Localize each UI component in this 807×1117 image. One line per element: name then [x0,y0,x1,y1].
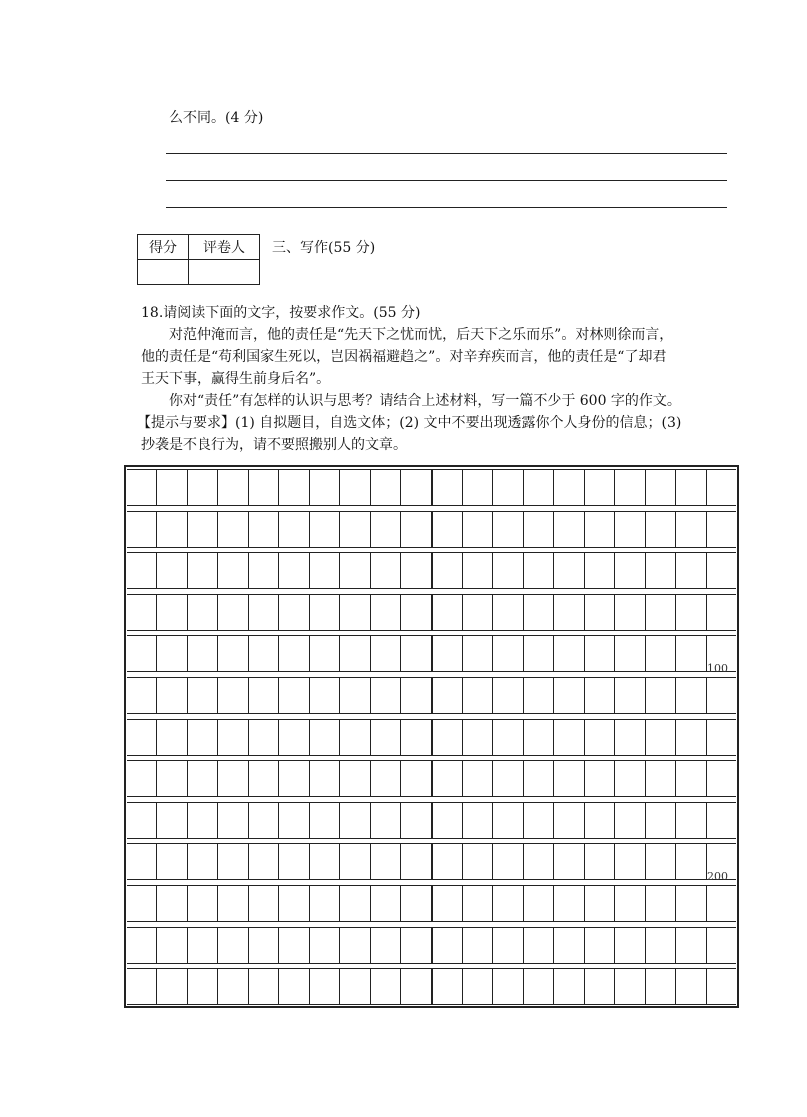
grid-cell[interactable] [340,761,370,796]
grid-cell[interactable] [676,512,706,547]
grid-cell[interactable] [127,720,157,755]
grid-cell[interactable] [646,595,676,630]
grid-cell[interactable] [524,512,554,547]
grid-cell[interactable] [249,969,279,1004]
grid-cell[interactable] [676,595,706,630]
grid-cell[interactable] [676,470,706,505]
grid-cell[interactable] [401,886,432,921]
grid-cell[interactable] [279,969,309,1004]
grid-row [127,469,736,506]
grid-cell[interactable] [646,761,676,796]
grid-cell[interactable] [127,803,157,838]
grid-cell[interactable] [615,720,645,755]
grid-cell[interactable] [433,512,463,547]
grid-cell[interactable] [676,720,706,755]
grid-cell[interactable] [310,761,340,796]
grid-cell[interactable] [433,928,463,963]
grid-cell[interactable] [401,636,432,671]
grid-cell[interactable] [615,636,645,671]
grid-cell[interactable] [157,886,187,921]
grid-cell[interactable] [463,595,493,630]
grid-cell[interactable] [340,844,370,879]
grid-cell[interactable] [646,886,676,921]
grid-cell[interactable] [249,928,279,963]
grid-row [127,511,736,548]
grid-cell[interactable] [218,636,248,671]
grid-cell[interactable] [646,844,676,879]
grid-cell[interactable] [463,720,493,755]
grid-cell[interactable] [401,844,432,879]
grid-cell[interactable] [310,553,340,588]
grid-cell[interactable] [707,969,736,1004]
grid-cell[interactable] [585,844,615,879]
grid-cell[interactable] [340,512,370,547]
grid-cell[interactable] [279,470,309,505]
grid-cell[interactable] [524,886,554,921]
grid-cell[interactable] [433,470,463,505]
grid-cell[interactable] [433,803,463,838]
grid-cell[interactable] [585,803,615,838]
grid-row [127,677,736,714]
grid-cell[interactable] [707,886,736,921]
grid-cell[interactable] [340,720,370,755]
grid-cell[interactable] [554,553,584,588]
grid-cell[interactable] [127,595,157,630]
grid-cell[interactable] [188,512,218,547]
grid-cell[interactable] [218,761,248,796]
grid-cell[interactable] [371,512,401,547]
grid-cell[interactable] [615,678,645,713]
grid-cell[interactable] [585,969,615,1004]
grid-cell[interactable] [493,595,523,630]
grid-cell[interactable] [433,969,463,1004]
grid-cell[interactable] [371,553,401,588]
grid-cell[interactable] [249,470,279,505]
grid-cell[interactable] [676,678,706,713]
grid-cell[interactable] [463,761,493,796]
grid-cell[interactable] [524,636,554,671]
grid-cell[interactable] [585,595,615,630]
grid-cell[interactable] [493,761,523,796]
grid-cell[interactable] [218,553,248,588]
grid-cell[interactable] [401,553,432,588]
grid-cell[interactable] [615,844,645,879]
grid-cell[interactable] [615,512,645,547]
grid-cell[interactable] [493,678,523,713]
grid-cell[interactable] [371,636,401,671]
grid-cell[interactable] [554,512,584,547]
grid-cell[interactable] [218,886,248,921]
grid-cell[interactable] [707,470,736,505]
grid-cell[interactable] [615,553,645,588]
grid-cell[interactable] [157,720,187,755]
answer-line-3[interactable] [166,207,727,208]
grid-cell[interactable] [646,803,676,838]
grader-header: 评卷人 [189,235,260,260]
grid-cell[interactable] [463,928,493,963]
grid-cell[interactable] [493,928,523,963]
grid-cell[interactable] [157,512,187,547]
grid-cell[interactable] [615,595,645,630]
grid-cell[interactable] [554,470,584,505]
grid-cell[interactable] [493,803,523,838]
grid-cell[interactable] [340,470,370,505]
grid-cell[interactable] [340,595,370,630]
grid-cell[interactable] [218,720,248,755]
grid-cell[interactable] [157,636,187,671]
grid-cell[interactable] [585,886,615,921]
grid-cell[interactable] [676,761,706,796]
grid-cell[interactable] [524,969,554,1004]
grid-cell[interactable] [157,678,187,713]
grid-cell[interactable] [433,678,463,713]
grid-cell[interactable] [340,928,370,963]
grid-cell[interactable] [157,470,187,505]
grid-row [127,802,736,839]
grid-cell[interactable] [646,928,676,963]
grid-cell[interactable] [676,844,706,879]
grader-cell[interactable] [189,260,260,285]
grid-cell[interactable] [127,553,157,588]
question-18-prompt: 18.请阅读下面的文字，按要求作文。(55 分) [141,305,421,321]
grid-cell[interactable] [585,678,615,713]
grid-cell[interactable] [615,928,645,963]
grid-cell[interactable] [585,512,615,547]
grid-cell[interactable] [310,928,340,963]
grid-cell[interactable] [585,720,615,755]
grid-cell[interactable] [279,886,309,921]
grid-cell[interactable] [188,678,218,713]
grid-cell[interactable] [127,928,157,963]
grid-row [127,594,736,631]
grid-cell[interactable] [279,928,309,963]
word-count-marker-100: 100 [707,662,728,675]
writing-grid [124,465,739,1008]
grid-cell[interactable] [615,969,645,1004]
grid-row [127,552,736,589]
grid-cell[interactable] [524,553,554,588]
score-header: 得分 [138,235,189,260]
grid-row [127,968,736,1005]
grid-cell[interactable] [188,844,218,879]
grid-cell[interactable] [340,803,370,838]
grid-cell[interactable] [157,844,187,879]
grid-cell[interactable] [279,761,309,796]
grid-cell[interactable] [554,595,584,630]
grid-cell[interactable] [218,844,248,879]
grid-cell[interactable] [646,553,676,588]
grid-cell[interactable] [707,928,736,963]
grid-cell[interactable] [676,886,706,921]
grid-cell[interactable] [249,720,279,755]
grid-cell[interactable] [615,470,645,505]
grid-cell[interactable] [249,678,279,713]
paragraph-line: 对范仲淹而言，他的责任是“先天下之忧而忧，后天下之乐而乐”。对林则徐而言， [169,327,674,343]
grid-cell[interactable] [127,844,157,879]
grid-cell[interactable] [463,803,493,838]
grid-cell[interactable] [371,969,401,1004]
grid-cell[interactable] [188,969,218,1004]
grid-row [127,927,736,964]
grid-cell[interactable] [554,969,584,1004]
grid-cell[interactable] [371,678,401,713]
grid-cell[interactable] [463,636,493,671]
grid-cell[interactable] [310,512,340,547]
score-box [137,234,260,285]
paragraph-line: 你对“责任”有怎样的认识与思考？请结合上述材料，写一篇不少于 600 字的作文。 [169,393,681,409]
grid-cell[interactable] [493,969,523,1004]
grid-cell[interactable] [493,844,523,879]
grid-cell[interactable] [493,470,523,505]
grid-cell[interactable] [310,470,340,505]
answer-line-2[interactable] [166,180,727,181]
paragraph-line: 王天下事，赢得生前身后名”。 [141,371,331,387]
grid-cell[interactable] [249,844,279,879]
grid-cell[interactable] [127,678,157,713]
grid-cell[interactable] [676,928,706,963]
grid-cell[interactable] [188,803,218,838]
grid-cell[interactable] [493,636,523,671]
grid-cell[interactable] [310,636,340,671]
grid-cell[interactable] [157,803,187,838]
grid-cell[interactable] [463,512,493,547]
grid-cell[interactable] [188,636,218,671]
grid-cell[interactable] [279,595,309,630]
grid-cell[interactable] [371,720,401,755]
grid-cell[interactable] [433,761,463,796]
grid-cell[interactable] [433,553,463,588]
grid-cell[interactable] [433,886,463,921]
grid-cell[interactable] [493,553,523,588]
grid-cell[interactable] [310,969,340,1004]
grid-cell[interactable] [218,969,248,1004]
grid-row [127,843,736,880]
grid-cell[interactable] [676,969,706,1004]
grid-cell[interactable] [524,928,554,963]
question-17-tail: 么不同。(4 分) [169,110,264,126]
grid-row [127,760,736,797]
grid-cell[interactable] [401,595,432,630]
grid-cell[interactable] [463,678,493,713]
grid-cell[interactable] [646,678,676,713]
grid-cell[interactable] [463,470,493,505]
grid-cell[interactable] [371,595,401,630]
grid-row [127,885,736,922]
grid-cell[interactable] [401,678,432,713]
section-heading: 三、写作(55 分) [272,240,376,256]
grid-cell[interactable] [310,886,340,921]
answer-line-1[interactable] [166,153,727,154]
grid-cell[interactable] [157,969,187,1004]
question-18-block [137,302,731,456]
grid-cell[interactable] [401,761,432,796]
grid-cell[interactable] [371,844,401,879]
grid-cell[interactable] [554,803,584,838]
grid-cell[interactable] [279,844,309,879]
grid-cell[interactable] [524,761,554,796]
grid-cell[interactable] [310,678,340,713]
grid-cell[interactable] [554,720,584,755]
grid-cell[interactable] [585,928,615,963]
grid-cell[interactable] [554,928,584,963]
grid-cell[interactable] [218,470,248,505]
grid-cell[interactable] [707,803,736,838]
grid-cell[interactable] [371,803,401,838]
grid-cell[interactable] [249,803,279,838]
grid-cell[interactable] [401,803,432,838]
grid-cell[interactable] [554,886,584,921]
grid-cell[interactable] [554,636,584,671]
paragraph-line: 抄袭是不良行为，请不要照搬别人的文章。 [141,437,407,453]
grid-cell[interactable] [127,470,157,505]
grid-cell[interactable] [218,678,248,713]
grid-cell[interactable] [463,886,493,921]
grid-cell[interactable] [524,678,554,713]
grid-cell[interactable] [615,761,645,796]
grid-cell[interactable] [554,844,584,879]
grid-cell[interactable] [401,512,432,547]
grid-cell[interactable] [279,512,309,547]
grid-cell[interactable] [188,720,218,755]
grid-cell[interactable] [279,636,309,671]
grid-cell[interactable] [585,761,615,796]
grid-cell[interactable] [615,803,645,838]
grid-cell[interactable] [646,512,676,547]
grid-cell[interactable] [340,969,370,1004]
score-cell[interactable] [138,260,189,285]
grid-cell[interactable] [310,844,340,879]
grid-cell[interactable] [615,886,645,921]
grid-cell[interactable] [433,595,463,630]
grid-cell[interactable] [524,803,554,838]
grid-cell[interactable] [249,761,279,796]
grid-cell[interactable] [340,886,370,921]
grid-cell[interactable] [279,678,309,713]
grid-cell[interactable] [188,761,218,796]
grid-cell[interactable] [524,844,554,879]
grid-cell[interactable] [310,720,340,755]
grid-cell[interactable] [188,553,218,588]
grid-cell[interactable] [646,470,676,505]
grid-cell[interactable] [188,595,218,630]
grid-cell[interactable] [463,844,493,879]
grid-cell[interactable] [249,553,279,588]
grid-cell[interactable] [493,512,523,547]
grid-cell[interactable] [249,886,279,921]
grid-cell[interactable] [188,470,218,505]
grid-cell[interactable] [218,803,248,838]
grid-cell[interactable] [401,720,432,755]
grid-cell[interactable] [646,636,676,671]
grid-cell[interactable] [127,886,157,921]
paragraph-line: 【提示与要求】(1) 自拟题目，自选文体；(2) 文中不要出现透露你个人身份的信息；(3) [137,415,682,431]
grid-cell[interactable] [127,969,157,1004]
grid-cell[interactable] [127,636,157,671]
word-count-marker-200: 200 [707,870,728,883]
grid-cell[interactable] [707,595,736,630]
grid-cell[interactable] [401,969,432,1004]
grid-cell[interactable] [371,470,401,505]
grid-cell[interactable] [127,761,157,796]
grid-row [127,635,736,672]
grid-cell[interactable] [401,470,432,505]
grid-cell[interactable] [157,595,187,630]
grid-cell[interactable] [554,678,584,713]
grid-cell[interactable] [433,636,463,671]
grid-cell[interactable] [707,720,736,755]
grid-cell[interactable] [340,678,370,713]
grid-cell[interactable] [433,720,463,755]
grid-cell[interactable] [463,969,493,1004]
grid-cell[interactable] [401,928,432,963]
grid-cell[interactable] [585,636,615,671]
grid-cell[interactable] [707,678,736,713]
grid-cell[interactable] [157,761,187,796]
grid-cell[interactable] [340,553,370,588]
grid-cell[interactable] [676,636,706,671]
grid-cell[interactable] [127,512,157,547]
grid-cell[interactable] [188,928,218,963]
grid-cell[interactable] [433,844,463,879]
grid-cell[interactable] [310,595,340,630]
grid-cell[interactable] [646,969,676,1004]
grid-cell[interactable] [524,595,554,630]
grid-cell[interactable] [371,886,401,921]
grid-cell[interactable] [249,595,279,630]
grid-cell[interactable] [249,636,279,671]
grid-cell[interactable] [279,803,309,838]
grid-cell[interactable] [493,886,523,921]
grid-cell[interactable] [707,761,736,796]
grid-cell[interactable] [188,886,218,921]
grid-cell[interactable] [157,553,187,588]
grid-cell[interactable] [524,470,554,505]
grid-cell[interactable] [585,553,615,588]
grid-cell[interactable] [157,928,187,963]
grid-cell[interactable] [371,928,401,963]
grid-cell[interactable] [493,720,523,755]
paragraph-line: 他的责任是“苟利国家生死以，岂因祸福避趋之”。对辛弃疾而言，他的责任是“了却君 [141,349,667,365]
grid-cell[interactable] [279,720,309,755]
grid-cell[interactable] [218,595,248,630]
grid-cell[interactable] [646,720,676,755]
grid-cell[interactable] [371,761,401,796]
grid-cell[interactable] [279,553,309,588]
grid-cell[interactable] [218,512,248,547]
grid-cell[interactable] [249,512,279,547]
grid-cell[interactable] [554,761,584,796]
grid-cell[interactable] [463,553,493,588]
grid-cell[interactable] [585,470,615,505]
grid-cell[interactable] [340,636,370,671]
grid-cell[interactable] [676,803,706,838]
grid-cell[interactable] [676,553,706,588]
grid-cell[interactable] [310,803,340,838]
grid-cell[interactable] [707,553,736,588]
grid-cell[interactable] [707,512,736,547]
grid-cell[interactable] [218,928,248,963]
grid-cell[interactable] [524,720,554,755]
grid-row [127,719,736,756]
